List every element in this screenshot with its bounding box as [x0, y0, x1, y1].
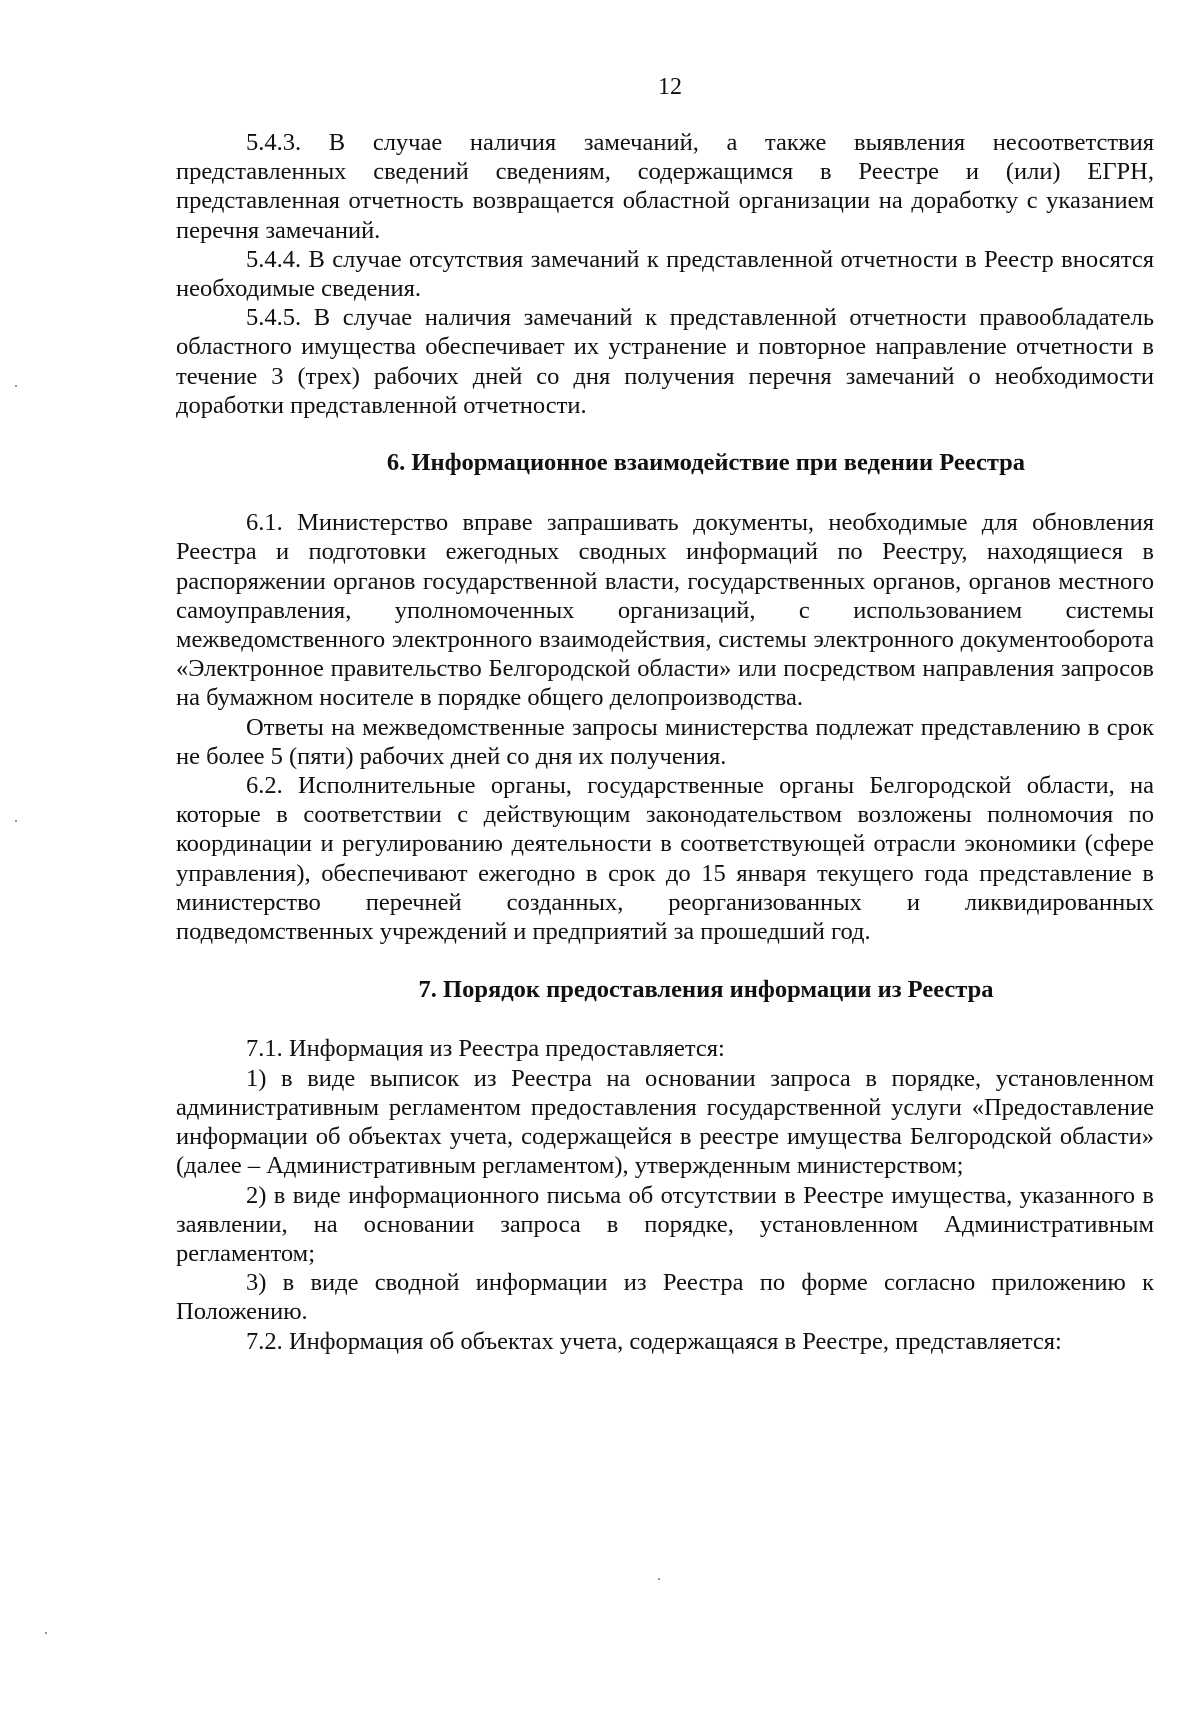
- paragraph-5-4-5: 5.4.5. В случае наличия замечаний к представленной отчетности правообладатель областного имущества обеспечивает их устранение и повторное направление отчетности в течение 3 (трех) рабочих дней со дня получения перечня замечаний о необходимости доработки представленной отчетности.: [176, 304, 1154, 419]
- paragraph-6-1: 6.1. Министерство вправе запрашивать документы, необходимые для обновления Реестра и подготовки ежегодных сводных информаций по Реестру, находящиеся в распоряжении органов государственной власти, государственных органов, органов местного самоуправления, уполномоченных организаций, с использованием системы межведомственного электронного взаимодействия, системы электронного документооборота «Электронное правительство Белгородской области» или посредством направления запросов на бумажном носителе в порядке общего делопроизводства.: [176, 509, 1154, 712]
- paragraph-7-1: 7.1. Информация из Реестра предоставляется:: [246, 1035, 725, 1063]
- scan-speck: [45, 1632, 47, 1634]
- page-number: 12: [658, 74, 682, 100]
- section-heading-6: 6. Информационное взаимодействие при ведении Реестра: [386, 449, 1026, 477]
- paragraph-5-4-3: 5.4.3. В случае наличия замечаний, а также выявления несоответствия представленных сведений сведениям, содержащимся в Реестре и (или) ЕГРН, представленная отчетность возвращается областной организации на доработку с указанием перечня замечаний.: [176, 129, 1154, 244]
- list-item-7-1-1: 1) в виде выписок из Реестра на основании запроса в порядке, установленном административным регламентом предоставления государственной услуги «Предоставление информации об объектах учета, содержащейся в реестре имущества Белгородской области» (далее – Административным регламентом), утвержденным министерством;: [176, 1064, 1154, 1180]
- scan-speck: [15, 385, 17, 387]
- scan-speck: [658, 1578, 660, 1580]
- document-body: [176, 128, 1154, 1356]
- paragraph-6-2: 6.2. Исполнительные органы, государственные органы Белгородской области, на которые в соответствии с действующим законодательством возложены полномочия по координации и регулированию деятельности в соответствующей отрасли экономики (сфере управления), обеспечивают ежегодно в срок до 15 января текущего года представление в министерство перечней созданных, реорганизованных и ликвидированных подведомственных учреждений и предприятий за прошедший год.: [176, 772, 1154, 946]
- list-item-7-1-3: 3) в виде сводной информации из Реестра по форме согласно приложению к Положению.: [176, 1269, 1154, 1326]
- scan-speck: [15, 820, 17, 822]
- list-item-7-1-2: 2) в виде информационного письма об отсутствии в Реестре имущества, указанного в заявлении, на основании запроса в порядке, установленном Административным регламентом;: [176, 1181, 1154, 1267]
- paragraph-5-4-4: 5.4.4. В случае отсутствия замечаний к представленной отчетности в Реестр вносятся необходимые сведения.: [176, 245, 1154, 303]
- paragraph-7-2: 7.2. Информация об объектах учета, содержащаяся в Реестре, представляется:: [246, 1327, 1062, 1355]
- section-heading-7: 7. Порядок предоставления информации из Реестра: [418, 976, 994, 1004]
- paragraph-6-1-answers: Ответы на межведомственные запросы министерства подлежат представлению в срок не более 5 (пяти) рабочих дней со дня их получения.: [176, 713, 1154, 770]
